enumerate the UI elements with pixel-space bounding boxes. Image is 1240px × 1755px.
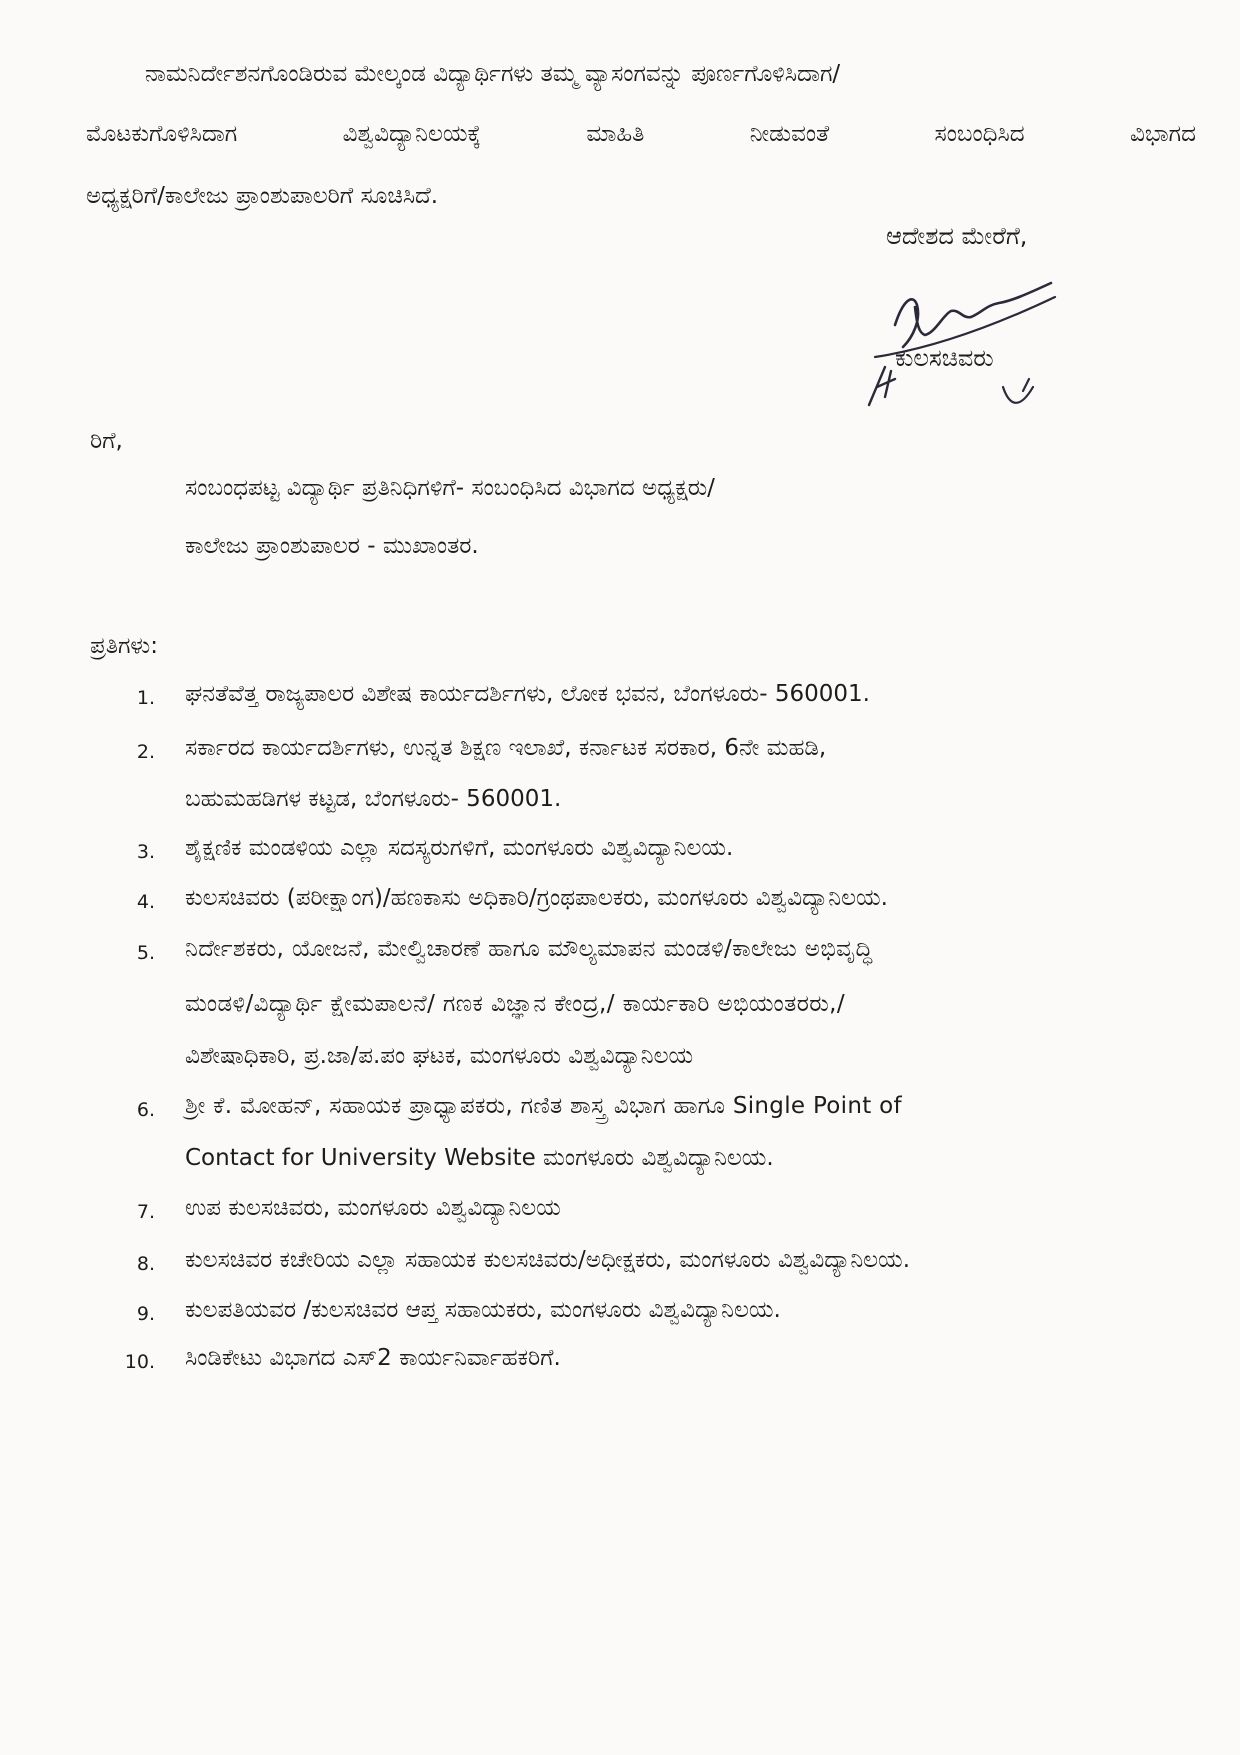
paragraph-word: ಸಂಬಂಧಿಸಿದ xyxy=(934,121,1025,147)
list-item: ಕುಲಸಚಿವರ ಕಚೇರಿಯ ಎಲ್ಲಾ ಸಹಾಯಕ ಕುಲಸಚಿವರು/ಅಧೀಕ್ಷಕರು, ಮಂಗಳೂರು ವಿಶ್ವವಿದ್ಯಾನಿಲಯ. xyxy=(185,1247,911,1273)
list-item-continuation: ಮಂಡಳಿ/ವಿದ್ಯಾರ್ಥಿ ಕ್ಷೇಮಪಾಲನೆ/ ಗಣಕ ವಿಜ್ಞಾನ ಕೇಂದ್ರ,/ ಕಾರ್ಯಕಾರಿ ಅಭಿಯಂತರರು,/ xyxy=(185,991,846,1017)
list-item-continuation: ಬಹುಮಹಡಿಗಳ ಕಟ್ಟಡ, ಬೆಂಗಳೂರು- 560001. xyxy=(185,786,562,812)
list-item-number: 10. xyxy=(124,1351,155,1373)
paragraph-line-3: ಅಧ್ಯಕ್ಷರಿಗೆ/ಕಾಲೇಜು ಪ್ರಾಂಶುಪಾಲರಿಗೆ ಸೂಚಿಸಿದೆ. xyxy=(86,183,439,209)
recipient-line-2: ಕಾಲೇಜು ಪ್ರಾಂಶುಪಾಲರ - ಮುಖಾಂತರ. xyxy=(185,533,479,559)
recipient-line-1: ಸಂಬಂಧಪಟ್ಟ ವಿದ್ಯಾರ್ಥಿ ಪ್ರತಿನಿಧಿಗಳಿಗೆ- ಸಂಬಂಧಿಸಿದ ವಿಭಾಗದ ಅಧ್ಯಕ್ಷರು/ xyxy=(185,475,715,501)
order-line: ಆದೇಶದ ಮೇರೆಗೆ, xyxy=(886,222,1028,250)
copies-label: ಪ್ರತಿಗಳು: xyxy=(90,633,158,659)
paragraph-word: ವಿಭಾಗದ xyxy=(1129,121,1196,147)
list-item-number: 6. xyxy=(136,1099,155,1121)
paragraph-word: ಮೊಟಕುಗೊಳಿಸಿದಾಗ xyxy=(86,121,238,147)
list-item-number: 2. xyxy=(136,741,155,763)
list-item-number: 5. xyxy=(136,942,155,964)
list-item: ಸಿಂಡಿಕೇಟು ವಿಭಾಗದ ಎಸ್2 ಕಾರ್ಯನಿರ್ವಾಹಕರಿಗೆ. xyxy=(185,1345,561,1371)
list-item: ಉಪ ಕುಲಸಚಿವರು, ಮಂಗಳೂರು ವಿಶ್ವವಿದ್ಯಾನಿಲಯ xyxy=(185,1195,561,1221)
paragraph-word: ವಿಶ್ವವಿದ್ಯಾನಿಲಯಕ್ಕೆ xyxy=(342,121,481,147)
list-item-number: 7. xyxy=(136,1201,155,1223)
list-item: ಸರ್ಕಾರದ ಕಾರ್ಯದರ್ಶಿಗಳು, ಉನ್ನತ ಶಿಕ್ಷಣ ಇಲಾಖೆ, ಕರ್ನಾಟಕ ಸರಕಾರ, 6ನೇ ಮಹಡಿ, xyxy=(185,735,827,761)
list-item-number: 9. xyxy=(136,1303,155,1325)
list-item: ಕುಲಸಚಿವರು (ಪರೀಕ್ಷಾಂಗ)/ಹಣಕಾಸು ಅಧಿಕಾರಿ/ಗ್ರಂಥಪಾಲಕರು, ಮಂಗಳೂರು ವಿಶ್ವವಿದ್ಯಾನಿಲಯ. xyxy=(185,885,888,911)
list-item: ನಿರ್ದೇಶಕರು, ಯೋಜನೆ, ಮೇಲ್ವಿಚಾರಣೆ ಹಾಗೂ ಮೌಲ್ಯಮಾಪನ ಮಂಡಳಿ/ಕಾಲೇಜು ಅಭಿವೃದ್ಧಿ xyxy=(185,936,873,962)
list-item-continuation: Contact for University Website ಮಂಗಳೂರು ವಿಶ್ವವಿದ್ಯಾನಿಲಯ. xyxy=(185,1145,774,1171)
to-label: ರಿಗೆ, xyxy=(90,428,123,454)
list-item-continuation: ವಿಶೇಷಾಧಿಕಾರಿ, ಪ್ರ.ಜಾ/ಪ.ಪಂ ಘಟಕ, ಮಂಗಳೂರು ವಿಶ್ವವಿದ್ಯಾನಿಲಯ xyxy=(185,1043,694,1069)
list-item-number: 4. xyxy=(136,891,155,913)
list-item: ಶೈಕ್ಷಣಿಕ ಮಂಡಳಿಯ ಎಲ್ಲಾ ಸದಸ್ಯರುಗಳಿಗೆ, ಮಂಗಳೂರು ವಿಶ್ವವಿದ್ಯಾನಿಲಯ. xyxy=(185,835,734,861)
list-item-number: 1. xyxy=(136,687,155,709)
list-item-number: 8. xyxy=(136,1253,155,1275)
list-item: ಕುಲಪತಿಯವರ /ಕುಲಸಚಿವರ ಆಪ್ತ ಸಹಾಯಕರು, ಮಂಗಳೂರು ವಿಶ್ವವಿದ್ಯಾನಿಲಯ. xyxy=(185,1297,781,1323)
paragraph-line-2 xyxy=(86,118,1196,150)
list-item-number: 3. xyxy=(136,841,155,863)
signatory-title: ಕುಲಸಚಿವರು xyxy=(895,344,994,372)
list-item: ಶ್ರೀ ಕೆ. ಮೋಹನ್, ಸಹಾಯಕ ಪ್ರಾಧ್ಯಾಪಕರು, ಗಣಿತ ಶಾಸ್ತ್ರ ವಿಭಾಗ ಹಾಗೂ Single Point of xyxy=(185,1093,902,1119)
list-item: ಘನತೆವೆತ್ತ ರಾಜ್ಯಪಾಲರ ವಿಶೇಷ ಕಾರ್ಯದರ್ಶಿಗಳು, ಲೋಕ ಭವನ, ಬೆಂಗಳೂರು- 560001. xyxy=(185,681,870,707)
paragraph-word: ಮಾಹಿತಿ xyxy=(586,121,645,147)
paragraph-line-1: ನಾಮನಿರ್ದೇಶನಗೊಂಡಿರುವ ಮೇಲ್ಕಂಡ ವಿದ್ಯಾರ್ಥಿಗಳು ತಮ್ಮ ವ್ಯಾಸಂಗವನ್ನು ಪೂರ್ಣಗೊಳಿಸಿದಾಗ/ xyxy=(145,61,841,87)
paragraph-word: ನೀಡುವಂತೆ xyxy=(749,121,830,147)
